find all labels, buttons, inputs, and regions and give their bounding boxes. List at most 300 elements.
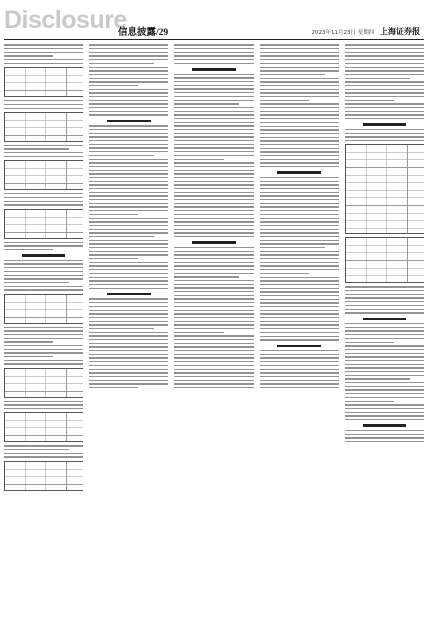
text-line xyxy=(89,247,168,248)
text-line xyxy=(345,48,424,49)
text-line xyxy=(89,277,168,278)
text-line xyxy=(4,193,83,194)
text-line xyxy=(89,85,138,86)
text-line xyxy=(345,59,424,60)
text-line xyxy=(89,354,168,355)
text-line xyxy=(260,133,339,134)
text-line xyxy=(345,375,424,376)
text-line xyxy=(89,166,168,167)
text-line xyxy=(4,108,83,109)
text-line xyxy=(4,282,69,283)
text-line xyxy=(89,214,138,215)
text-line xyxy=(89,221,168,222)
text-line xyxy=(260,258,339,259)
text-line xyxy=(4,401,83,402)
text-line xyxy=(174,188,253,189)
text-line xyxy=(89,357,168,358)
text-line xyxy=(174,114,253,115)
text-line xyxy=(89,177,168,178)
text-line xyxy=(174,221,253,222)
text-line xyxy=(174,125,253,126)
text-line xyxy=(260,313,339,314)
text-line xyxy=(89,199,168,200)
text-line xyxy=(89,173,168,174)
text-line xyxy=(260,229,339,230)
text-line xyxy=(4,48,83,49)
text-line xyxy=(4,145,83,146)
text-line xyxy=(174,372,253,373)
text-line xyxy=(174,122,253,123)
text-line xyxy=(174,343,253,344)
text-line xyxy=(89,229,168,230)
text-line xyxy=(260,63,339,64)
text-line xyxy=(174,280,253,281)
text-line xyxy=(174,77,253,78)
text-line xyxy=(174,88,253,89)
text-line xyxy=(89,376,168,377)
text-line xyxy=(4,260,83,261)
text-line xyxy=(260,288,339,289)
text-line xyxy=(345,70,424,71)
text-line xyxy=(174,144,253,145)
text-line xyxy=(260,310,339,311)
text-line xyxy=(260,284,339,285)
text-line xyxy=(89,365,168,366)
text-line xyxy=(89,92,168,93)
text-line xyxy=(174,85,253,86)
text-line xyxy=(345,100,394,101)
text-line xyxy=(89,136,168,137)
text-line xyxy=(89,254,168,255)
text-line xyxy=(174,59,253,60)
text-line xyxy=(89,321,168,322)
text-line xyxy=(345,397,424,398)
text-line xyxy=(89,361,168,362)
text-line xyxy=(4,59,83,60)
text-line xyxy=(4,100,83,101)
text-line xyxy=(260,114,339,115)
text-line xyxy=(260,111,339,112)
text-line xyxy=(260,184,339,185)
text-line xyxy=(89,59,168,60)
text-line xyxy=(260,380,339,381)
text-line xyxy=(174,181,253,182)
text-line xyxy=(174,313,253,314)
text-line xyxy=(89,103,168,104)
text-line xyxy=(260,188,339,189)
column-4 xyxy=(260,42,339,621)
text-line xyxy=(89,346,168,347)
text-line xyxy=(4,327,83,328)
text-line xyxy=(174,52,253,53)
text-line xyxy=(89,125,168,126)
text-line xyxy=(345,412,424,413)
text-line xyxy=(260,81,339,82)
text-line xyxy=(4,197,83,198)
text-line xyxy=(345,118,424,119)
data-table xyxy=(4,112,83,142)
text-line xyxy=(345,378,410,379)
text-line xyxy=(260,107,339,108)
text-line xyxy=(174,284,253,285)
text-line xyxy=(260,299,339,300)
text-line xyxy=(260,291,339,292)
text-line xyxy=(345,74,424,75)
text-line xyxy=(4,278,83,279)
text-line xyxy=(174,118,253,119)
text-line xyxy=(89,232,168,233)
text-line xyxy=(89,335,168,336)
text-line xyxy=(89,129,168,130)
text-line xyxy=(174,332,223,333)
text-line xyxy=(89,387,138,388)
text-line xyxy=(89,317,168,318)
text-line xyxy=(260,192,339,193)
text-line xyxy=(4,330,83,331)
text-line xyxy=(260,317,339,318)
text-line xyxy=(89,324,168,325)
text-line xyxy=(345,437,424,438)
text-line xyxy=(260,365,339,366)
text-line xyxy=(174,306,253,307)
text-line xyxy=(89,218,168,219)
text-line xyxy=(89,78,168,79)
text-line xyxy=(89,372,168,373)
text-line xyxy=(89,188,168,189)
text-line xyxy=(260,100,309,101)
text-line xyxy=(4,449,69,450)
text-line xyxy=(345,107,424,108)
text-line xyxy=(174,369,253,370)
text-line xyxy=(174,147,253,148)
text-line xyxy=(174,262,253,263)
text-line xyxy=(174,251,253,252)
text-line xyxy=(89,350,168,351)
text-line xyxy=(260,85,339,86)
text-line xyxy=(4,63,83,64)
text-line xyxy=(345,129,424,130)
text-line xyxy=(345,327,424,328)
text-line xyxy=(4,456,83,457)
text-line xyxy=(260,339,339,340)
column-2 xyxy=(89,42,168,621)
text-line xyxy=(89,100,168,101)
text-line xyxy=(174,310,253,311)
text-line xyxy=(260,254,339,255)
text-line xyxy=(174,295,253,296)
text-line xyxy=(174,302,253,303)
text-line xyxy=(260,214,339,215)
text-line xyxy=(89,269,168,270)
text-line xyxy=(174,155,253,156)
text-line xyxy=(345,434,424,435)
text-line xyxy=(89,170,168,171)
column-3 xyxy=(174,42,253,621)
text-line xyxy=(4,152,83,153)
text-line xyxy=(174,218,253,219)
text-line xyxy=(260,129,339,130)
text-line xyxy=(345,334,424,335)
text-line xyxy=(260,199,339,200)
text-line xyxy=(260,177,339,178)
text-line xyxy=(345,89,424,90)
section-heading xyxy=(277,171,321,174)
data-table xyxy=(4,209,83,239)
text-line xyxy=(260,140,339,141)
text-line xyxy=(260,273,309,274)
text-line xyxy=(174,346,253,347)
text-line xyxy=(89,313,168,314)
text-line xyxy=(260,306,339,307)
text-line xyxy=(345,55,424,56)
text-line xyxy=(345,114,424,115)
text-line xyxy=(345,371,424,372)
text-line xyxy=(4,360,83,361)
text-line xyxy=(174,48,253,49)
text-line xyxy=(345,393,424,394)
text-line xyxy=(174,199,253,200)
section-heading xyxy=(277,345,321,348)
text-line xyxy=(260,103,339,104)
paper-name: 上海证券报 xyxy=(380,27,420,36)
text-line xyxy=(89,192,168,193)
text-line xyxy=(260,321,339,322)
text-line xyxy=(174,276,239,277)
text-line xyxy=(4,104,83,105)
text-line xyxy=(345,386,424,387)
text-line xyxy=(174,324,253,325)
text-line xyxy=(345,389,424,390)
text-line xyxy=(4,204,83,205)
text-line xyxy=(260,295,339,296)
text-line xyxy=(174,81,253,82)
text-line xyxy=(174,111,253,112)
text-line xyxy=(174,387,253,388)
text-line xyxy=(345,312,424,313)
text-line xyxy=(345,92,424,93)
text-line xyxy=(260,44,339,45)
text-line xyxy=(260,357,339,358)
text-line xyxy=(345,342,394,343)
text-line xyxy=(345,408,424,409)
text-line xyxy=(89,144,168,145)
text-line xyxy=(345,78,410,79)
section-title: 信息披露/29 xyxy=(118,28,169,38)
text-line xyxy=(4,156,83,157)
text-line xyxy=(260,155,339,156)
text-line xyxy=(4,289,83,290)
text-line xyxy=(345,103,424,104)
data-table xyxy=(4,67,83,97)
text-line xyxy=(4,242,83,243)
text-line xyxy=(345,356,424,357)
text-line xyxy=(260,159,339,160)
text-line xyxy=(260,247,325,248)
text-line xyxy=(4,345,83,346)
text-line xyxy=(260,92,339,93)
text-line xyxy=(174,74,253,75)
text-line xyxy=(345,81,424,82)
text-line xyxy=(89,159,168,160)
brand-wordmark: Disclosure xyxy=(4,6,127,34)
text-line xyxy=(89,140,168,141)
text-line xyxy=(260,243,339,244)
text-line xyxy=(345,360,424,361)
text-line xyxy=(260,302,339,303)
text-line xyxy=(89,225,168,226)
text-line xyxy=(260,195,339,196)
text-line xyxy=(345,305,424,306)
text-line xyxy=(174,166,253,167)
text-line xyxy=(89,181,168,182)
text-line xyxy=(89,151,168,152)
text-line xyxy=(260,265,339,266)
text-line xyxy=(174,206,253,207)
text-line xyxy=(174,376,253,377)
text-line xyxy=(260,67,339,68)
text-line xyxy=(89,96,168,97)
text-line xyxy=(89,280,168,281)
text-line xyxy=(345,323,424,324)
text-line xyxy=(174,365,253,366)
text-line xyxy=(260,324,339,325)
text-line xyxy=(89,162,168,163)
text-line xyxy=(345,290,424,291)
text-line xyxy=(4,341,53,342)
text-line xyxy=(260,369,339,370)
text-line xyxy=(174,291,253,292)
text-line xyxy=(174,298,253,299)
text-line xyxy=(260,350,339,351)
text-line xyxy=(260,387,339,388)
text-line xyxy=(345,63,424,64)
text-line xyxy=(4,148,69,149)
text-line xyxy=(345,96,424,97)
text-line xyxy=(89,273,168,274)
text-line xyxy=(260,144,339,145)
text-line xyxy=(345,430,424,431)
text-line xyxy=(4,201,83,202)
text-line xyxy=(345,401,394,402)
text-line xyxy=(345,44,424,45)
text-line xyxy=(174,357,253,358)
text-line xyxy=(174,383,253,384)
text-line xyxy=(174,236,253,237)
text-line xyxy=(89,81,168,82)
text-line xyxy=(89,155,154,156)
text-line xyxy=(4,445,83,446)
header-rule xyxy=(4,39,424,40)
text-line xyxy=(89,111,168,112)
text-line xyxy=(4,408,83,409)
text-line xyxy=(4,453,83,454)
text-line xyxy=(4,245,83,246)
text-line xyxy=(89,210,168,211)
text-line xyxy=(345,367,424,368)
text-line xyxy=(174,232,253,233)
text-line xyxy=(345,330,424,331)
text-line xyxy=(174,203,253,204)
text-line xyxy=(260,251,339,252)
text-line xyxy=(89,52,168,53)
text-line xyxy=(89,251,168,252)
text-line xyxy=(260,262,339,263)
text-line xyxy=(4,334,83,335)
text-line xyxy=(345,111,424,112)
data-table xyxy=(4,294,83,324)
text-line xyxy=(89,206,168,207)
text-line xyxy=(260,148,339,149)
text-line xyxy=(345,297,424,298)
text-line xyxy=(4,52,83,53)
text-line xyxy=(89,48,168,49)
text-line xyxy=(260,210,339,211)
text-line xyxy=(174,335,253,336)
text-line xyxy=(174,159,223,160)
text-line xyxy=(345,85,424,86)
text-line xyxy=(89,107,168,108)
data-table xyxy=(4,461,83,491)
text-line xyxy=(260,372,339,373)
text-line xyxy=(260,232,339,233)
text-line xyxy=(260,181,339,182)
text-line xyxy=(345,136,424,137)
section-heading xyxy=(22,254,66,257)
text-line xyxy=(174,96,253,97)
text-line xyxy=(260,277,339,278)
text-line xyxy=(174,380,253,381)
section-heading xyxy=(363,123,407,126)
text-line xyxy=(345,349,424,350)
text-line xyxy=(260,162,339,163)
data-table xyxy=(4,368,83,398)
text-line xyxy=(174,321,253,322)
text-line xyxy=(174,44,253,45)
text-line xyxy=(174,136,253,137)
text-line xyxy=(174,55,253,56)
text-line xyxy=(89,184,168,185)
text-line xyxy=(174,162,253,163)
text-line xyxy=(260,137,339,138)
text-line xyxy=(89,383,168,384)
text-line xyxy=(89,240,168,241)
issue-date: 2023年11月23日 星期四 xyxy=(311,30,375,36)
text-line xyxy=(89,63,154,64)
section-heading xyxy=(107,120,151,123)
text-line xyxy=(174,361,253,362)
text-line xyxy=(174,103,239,104)
masthead xyxy=(0,0,428,38)
text-line xyxy=(89,284,168,285)
text-line xyxy=(345,294,424,295)
text-columns xyxy=(4,42,424,621)
data-table xyxy=(345,237,424,283)
text-line xyxy=(89,89,168,90)
text-line xyxy=(89,55,168,56)
text-line xyxy=(4,263,83,264)
text-line xyxy=(174,265,253,266)
text-line xyxy=(345,345,424,346)
data-table xyxy=(345,144,424,234)
text-line xyxy=(174,192,253,193)
text-line xyxy=(89,380,168,381)
text-line xyxy=(345,338,424,339)
text-line xyxy=(174,225,253,226)
text-line xyxy=(89,343,168,344)
text-line xyxy=(174,258,253,259)
text-line xyxy=(260,126,339,127)
text-line xyxy=(260,55,339,56)
